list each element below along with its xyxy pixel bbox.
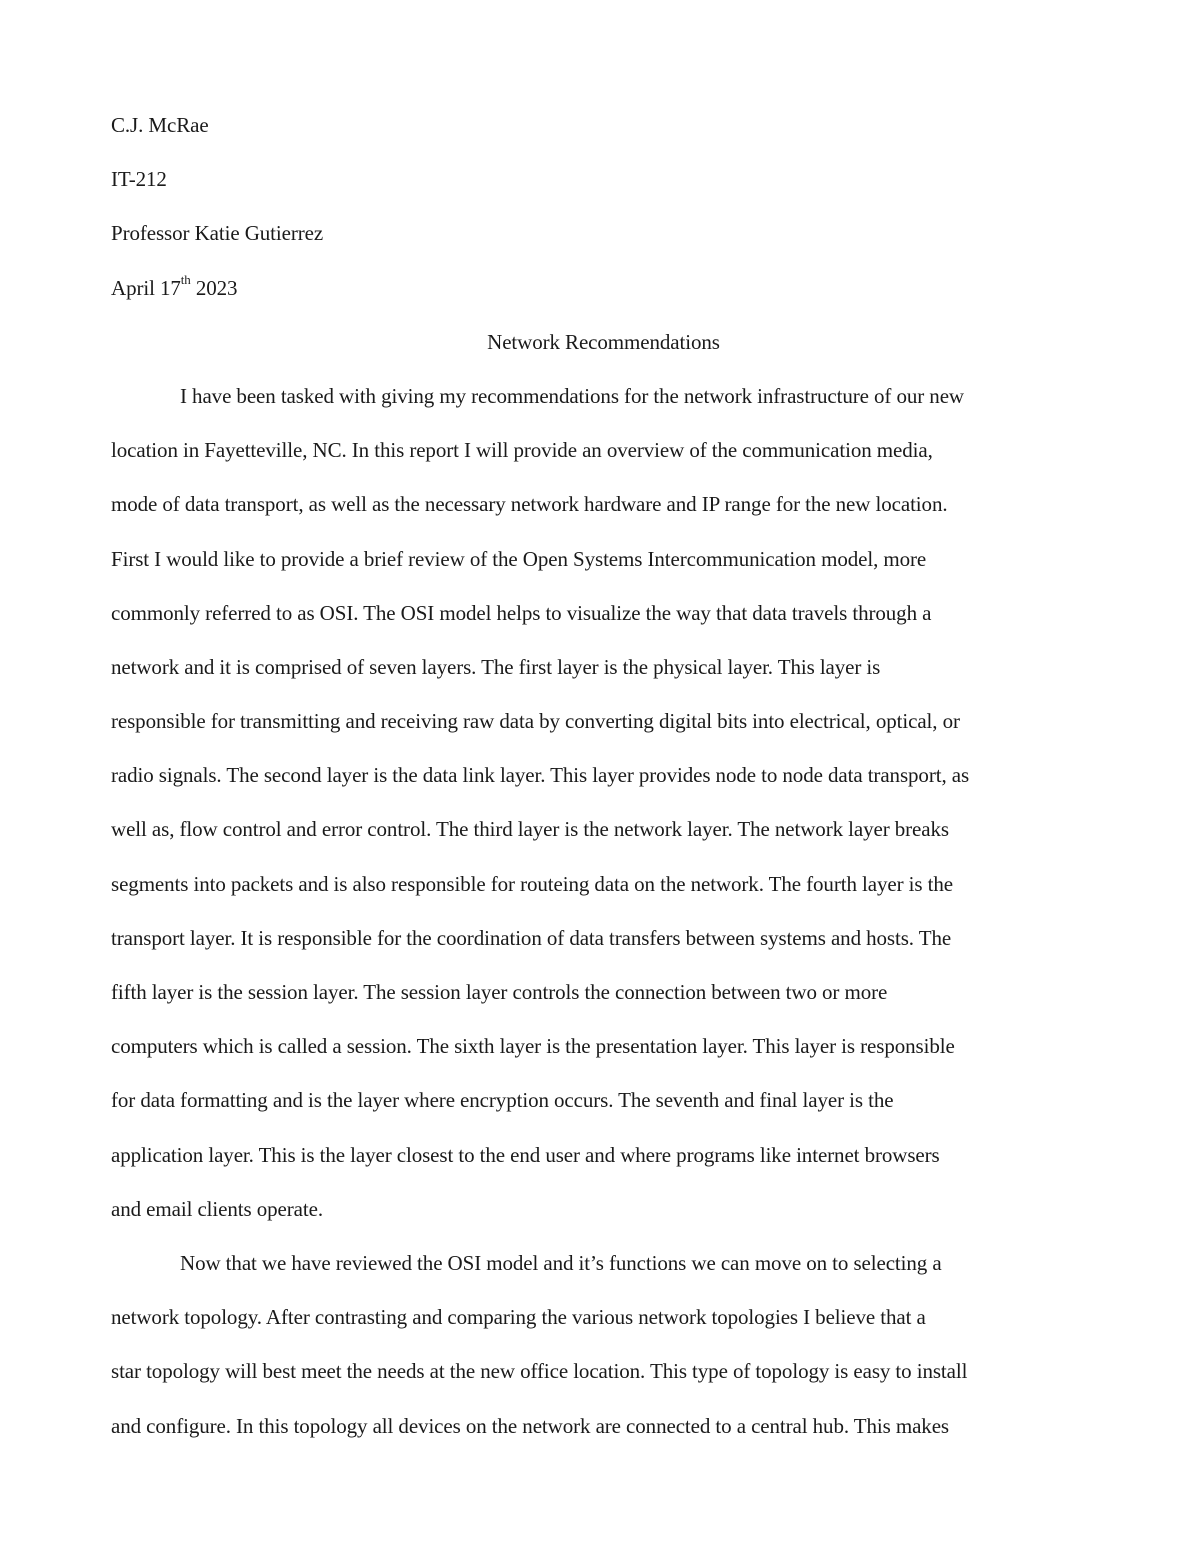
paragraph-line: responsible for transmitting and receiving raw data by converting digital bits into electrical, optical, or <box>111 709 960 734</box>
author-name: C.J. McRae <box>111 113 209 137</box>
paragraph-line: and email clients operate. <box>111 1196 323 1221</box>
course-code: IT-212 <box>111 167 167 192</box>
paragraph-line: for data formatting and is the layer where encryption occurs. The seventh and final layer is the <box>111 1088 894 1113</box>
document-date <box>111 261 1096 315</box>
paragraph-line: network and it is comprised of seven layers. The first layer is the physical layer. This layer is <box>111 654 881 679</box>
paragraph-line: well as, flow control and error control. The third layer is the network layer. The network layer breaks <box>111 817 949 842</box>
paragraph-line: star topology will best meet the needs at the new office location. This type of topology is easy to install <box>111 1359 968 1384</box>
date-main: April 17 <box>111 275 181 300</box>
paragraph-line: commonly referred to as OSI. The OSI model helps to visualize the way that data travels through a <box>111 600 932 625</box>
paragraph-line: and configure. In this topology all devices on the network are connected to a central hub. This makes <box>111 1413 950 1438</box>
paragraph-line: segments into packets and is also responsible for routeing data on the network. The fourth layer is the <box>111 871 953 896</box>
date-year: 2023 <box>190 275 238 300</box>
paragraph-line: computers which is called a session. The sixth layer is the presentation layer. This layer is responsible <box>111 1034 955 1059</box>
paragraph-line: transport layer. It is responsible for the coordination of data transfers between systems and hosts. The <box>111 925 952 950</box>
professor-name: Professor Katie Gutierrez <box>111 221 324 246</box>
paragraph-line: location in Fayetteville, NC. In this report I will provide an overview of the communication media, <box>111 438 933 463</box>
date-ordinal: th <box>180 271 191 287</box>
paragraph-line: Now that we have reviewed the OSI model and it’s functions we can move on to selecting a <box>180 1250 942 1275</box>
document-title: Network Recommendations <box>487 329 720 354</box>
paragraph-line: radio signals. The second layer is the data link layer. This layer provides node to node data transport, as <box>111 763 970 788</box>
paragraph-1 <box>111 369 1096 1236</box>
paragraph-line: First I would like to provide a brief review of the Open Systems Intercommunication model, more <box>111 546 927 571</box>
document-body <box>111 98 1096 1453</box>
paragraph-line: network topology. After contrasting and comparing the various network topologies I believe that a <box>111 1305 926 1330</box>
paragraph-line: application layer. This is the layer closest to the end user and where programs like internet browsers <box>111 1142 940 1167</box>
paragraph-line: I have been tasked with giving my recommendations for the network infrastructure of our new <box>180 383 964 408</box>
paragraph-2 <box>111 1236 1096 1453</box>
paragraph-line: fifth layer is the session layer. The session layer controls the connection between two or more <box>111 980 888 1004</box>
paragraph-line: mode of data transport, as well as the necessary network hardware and IP range for the new location. <box>111 492 948 517</box>
